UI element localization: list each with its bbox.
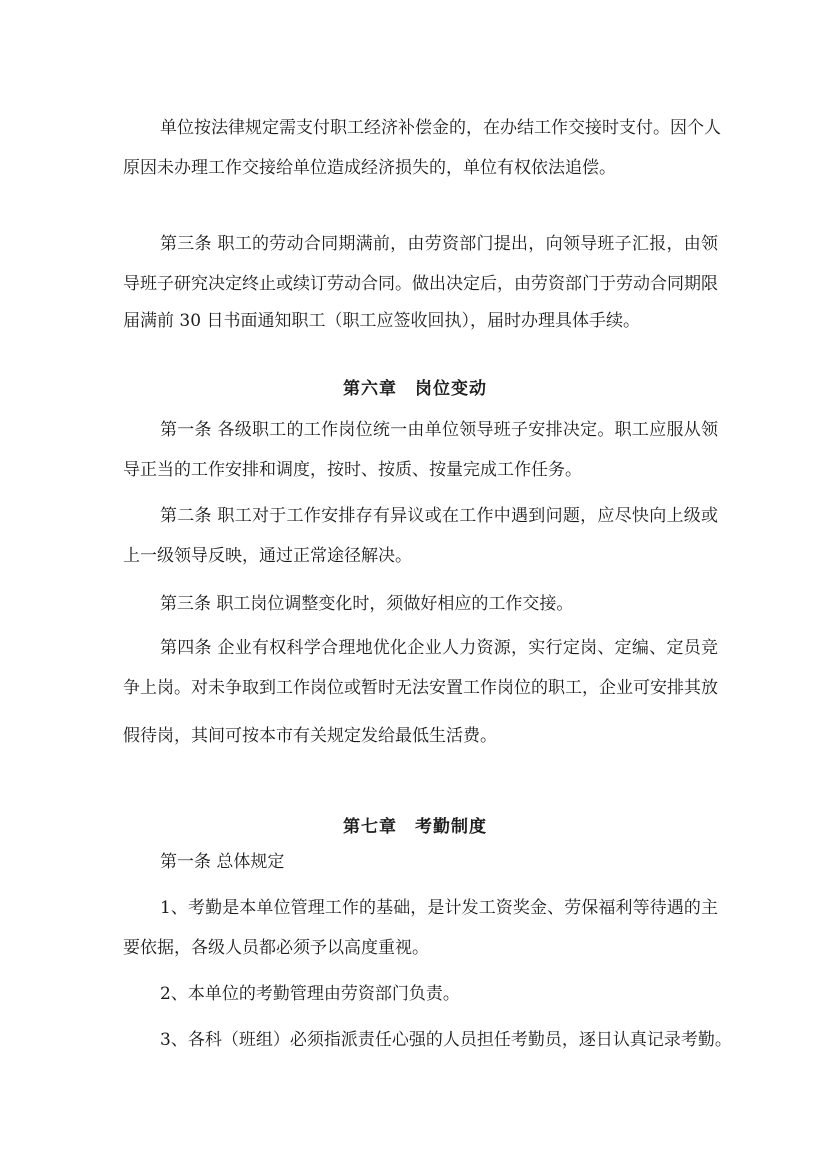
paragraph-line: 争上岗。对未争取到工作岗位或暂时无法安置工作岗位的职工，企业可安排其放 xyxy=(123,678,718,698)
paragraph-line: 要依据，各级人员都必须予以高度重视。 xyxy=(123,938,429,958)
chapter-heading xyxy=(0,374,830,399)
chapter-number: 第六章 xyxy=(343,379,397,399)
paragraph-line: 假待岗，其间可按本市有关规定发给最低生活费。 xyxy=(123,726,497,746)
article-line: 第二条 职工对于工作安排存有异议或在工作中遇到问题，应尽快向上级或 xyxy=(160,506,718,526)
paragraph-line: 2、本单位的考勤管理由劳资部门负责。 xyxy=(160,984,460,1004)
article-line: 第三条 职工岗位调整变化时，须做好相应的工作交接。 xyxy=(160,594,574,614)
chapter-title: 岗位变动 xyxy=(415,379,487,399)
paragraph-line: 导正当的工作安排和调度，按时、按质、按量完成工作任务。 xyxy=(123,460,582,480)
chapter-heading xyxy=(0,812,830,837)
article-line: 第四条 企业有权科学合理地优化企业人力资源，实行定岗、定编、定员竞 xyxy=(160,638,718,658)
paragraph-line: 3、各科（班组）必须指派责任心强的人员担任考勤员，逐日认真记录考勤。 xyxy=(160,1030,732,1050)
chapter-title: 考勤制度 xyxy=(415,817,487,837)
article-line: 第一条 各级职工的工作岗位统一由单位领导班子安排决定。职工应服从领 xyxy=(160,420,718,440)
paragraph-line: 原因未办理工作交接给单位造成经济损失的，单位有权依法追偿。 xyxy=(123,158,616,178)
article-line: 第一条 总体规定 xyxy=(160,852,285,872)
chapter-number: 第七章 xyxy=(343,817,397,837)
paragraph-line: 届满前 30 日书面通知职工（职工应签收回执），届时办理具体手续。 xyxy=(123,311,640,331)
paragraph-line: 导班子研究决定终止或续订劳动合同。做出决定后，由劳资部门于劳动合同期限 xyxy=(123,274,718,294)
paragraph-line: 上一级领导反映，通过正常途径解决。 xyxy=(123,546,412,566)
article-line: 第三条 职工的劳动合同期满前，由劳资部门提出，向领导班子汇报，由领 xyxy=(160,234,718,254)
paragraph-line: 1、考勤是本单位管理工作的基础，是计发工资奖金、劳保福利等待遇的主 xyxy=(160,898,718,918)
paragraph-line: 单位按法律规定需支付职工经济补偿金的，在办结工作交接时支付。因个人 xyxy=(160,118,721,138)
